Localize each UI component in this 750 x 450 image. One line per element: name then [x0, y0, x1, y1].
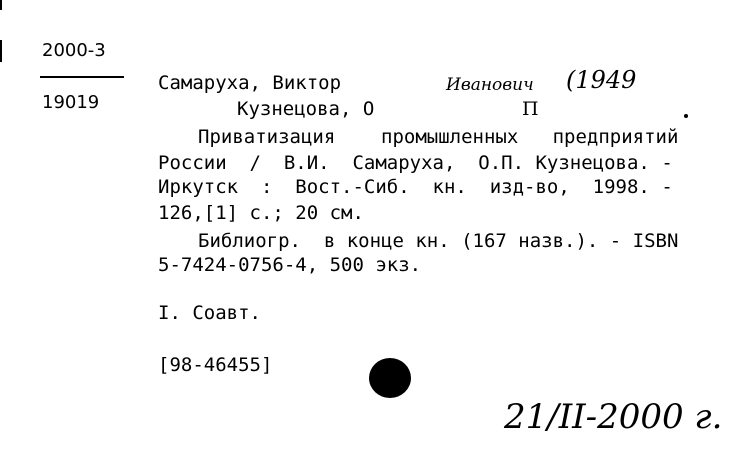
handwritten-date: 21/II-2000 г. — [504, 397, 723, 437]
collation-line: 126,[1] с.; 20 см. — [158, 202, 364, 224]
note-line-2: 5-7424-0756-4, 500 экз. — [158, 254, 422, 276]
coauthor-initial-handwritten: П — [522, 98, 539, 120]
punch-hole — [369, 358, 411, 398]
coauthor-heading: Кузнецова, О — [237, 98, 375, 120]
title-line-1: Приватизация промышленных предприятий — [198, 126, 679, 148]
author-patronymic-handwritten: Иванович — [446, 75, 534, 95]
order-number: [98-46455] — [158, 354, 273, 376]
title-line-2: России / В.И. Самаруха, О.П. Кузнецова. - — [158, 152, 673, 174]
note-line-1: Библиогр. в конце кн. (167 назв.). - ISBN — [198, 230, 679, 252]
author-heading: Самаруха, Виктор — [158, 72, 342, 94]
card-edge-mark-top — [0, 0, 2, 10]
call-number: 2000-3 — [42, 40, 106, 61]
ink-dot — [684, 114, 688, 118]
imprint-line: Иркутск : Вост.-Сиб. кн. изд-во, 1998. - — [158, 176, 673, 198]
call-number-divider — [40, 76, 124, 78]
author-year-handwritten: (1949 — [566, 66, 637, 94]
tracing: I. Соавт. — [158, 302, 261, 324]
accession-number: 19019 — [42, 92, 100, 113]
card-edge-mark-left — [0, 40, 2, 62]
